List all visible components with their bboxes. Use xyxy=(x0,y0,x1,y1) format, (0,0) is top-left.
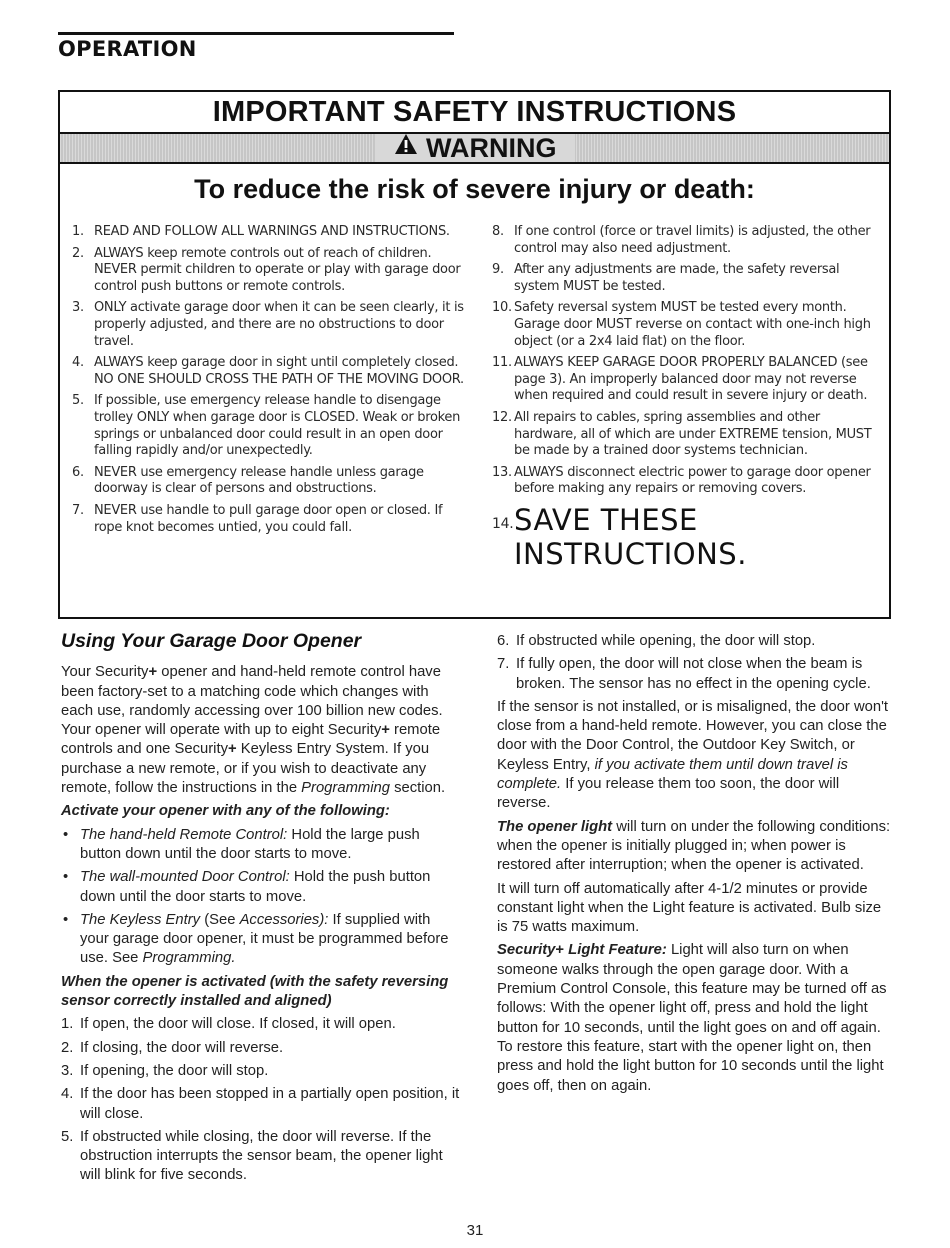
safety-rules-left xyxy=(72,224,472,541)
security-plus-mark: + xyxy=(148,664,158,681)
intro-text: remote controls and one Security xyxy=(61,722,441,758)
safety-rule xyxy=(72,355,472,388)
bullet-text: Hold the large push button down until the door starts to move. xyxy=(80,826,420,862)
step-number: 7. xyxy=(497,656,510,673)
numbered-step xyxy=(61,1062,461,1081)
step-number: 2. xyxy=(61,1039,74,1056)
safety-rule xyxy=(492,262,886,295)
programming-reference: Programming xyxy=(301,780,390,797)
safety-rule xyxy=(492,224,886,257)
safety-rules-right xyxy=(492,224,886,576)
bullet-label: The hand-held Remote Control: xyxy=(80,826,288,843)
rule-text: ALWAYS disconnect electric power to garage door opener before making any repairs or removing covers. xyxy=(514,464,871,497)
warning-label xyxy=(375,134,575,162)
rule-number: 10. xyxy=(492,300,512,316)
auto-off-paragraph: It will turn off automatically after 4-1/2 minutes or provide constant light when the Light feature is activated. Bulb size is 75 watts maximum. xyxy=(497,880,882,936)
bullet-label: The wall-mounted Door Control: xyxy=(80,869,290,886)
numbered-step xyxy=(61,1128,461,1186)
programming-reference: Programming. xyxy=(142,950,236,967)
when-activated-heading: When the opener is activated (with the safety reversing sensor correctly installed and aligned) xyxy=(61,973,449,1010)
rule-number: 8. xyxy=(492,224,504,239)
using-heading: Using Your Garage Door Opener xyxy=(61,630,362,652)
intro-text: opener and hand-held remote control have been factory-set to a matching code which changes with each use, randomly accessing over 100 billion new codes. Your opener will operate with up to eight Security xyxy=(61,664,443,739)
bullet-text: (See xyxy=(200,911,240,928)
numbered-step xyxy=(61,1039,461,1058)
light-feature-text: Light will also turn on when someone walks through the open garage door. With a Premium Control Console, this feature may be turned off as follows: With the opener light off, press and hold the light button for 10 seconds, until the light goes on and off again. To restore this feature, start with the opener light on, then press and hold the light button for 10 seconds until the light goes off, then on again. xyxy=(497,942,887,1094)
light-feature-paragraph xyxy=(497,941,895,1095)
step-number: 6. xyxy=(497,633,510,649)
rule-text: If possible, use emergency release handle to disengage trolley ONLY when garage door is CLOSED. Weak or broken springs or unbalanced door could result in an open door falling rapidly and/or unexpectedly. xyxy=(94,393,461,459)
rule-number: 14. xyxy=(492,515,514,532)
using-left-column xyxy=(61,630,461,1190)
safety-rule xyxy=(492,410,886,460)
rule-text: ALWAYS KEEP GARAGE DOOR PROPERLY BALANCED (see page 3). An improperly balanced door may not reverse when required and could result in severe injury or death. xyxy=(514,355,868,404)
safety-rule xyxy=(492,300,886,350)
bullet-item xyxy=(61,868,461,907)
step-number: 3. xyxy=(61,1062,74,1079)
bullet-item xyxy=(61,911,461,969)
intro-text: Your Security xyxy=(61,664,149,681)
safety-rule xyxy=(72,246,472,296)
bullet-item xyxy=(61,826,461,865)
numbered-step xyxy=(61,1085,461,1124)
rule-text: ONLY activate garage door when it can be seen clearly, it is properly adjusted, and there are no obstructions to door travel. xyxy=(94,300,464,349)
risk-heading: To reduce the risk of severe injury or death: xyxy=(194,174,755,204)
bullet-label: The Keyless Entry xyxy=(80,911,201,928)
rule-number: 13. xyxy=(492,464,512,480)
step-text: If the door has been stopped in a partially open position, it will close. xyxy=(80,1086,460,1122)
safety-rule xyxy=(72,300,472,350)
page-number: 31 xyxy=(466,1222,484,1239)
rule-number: 2. xyxy=(72,245,84,261)
save-instructions-text: SAVE THESE INSTRUCTIONS. xyxy=(514,502,747,571)
rule-text: ALWAYS keep remote controls out of reach of children. NEVER permit children to operate or play with garage door control push buttons or remote controls. xyxy=(94,245,461,294)
step-text: If open, the door will close. If closed, it will open. xyxy=(80,1016,396,1033)
step-text: If obstructed while opening, the door will stop. xyxy=(516,633,816,649)
safety-rule xyxy=(72,465,472,498)
security-plus-mark: + xyxy=(381,722,390,739)
sensor-text: If you release them too soon, the door will reverse. xyxy=(497,776,840,812)
safety-rule xyxy=(72,393,472,459)
using-right-column xyxy=(497,632,895,1100)
section-header xyxy=(58,32,454,61)
rule-number: 5. xyxy=(72,393,84,409)
bullet-marker: • xyxy=(63,869,69,886)
rule-text: NEVER use handle to pull garage door open or closed. If rope knot becomes untied, you could fall. xyxy=(94,502,443,535)
step-text: If obstructed while closing, the door will reverse. If the obstruction interrupts the sensor beam, the opener light will blink for five seconds. xyxy=(80,1128,443,1184)
bullet-text: Hold the push button down until the door starts to move. xyxy=(80,869,431,905)
opener-light-paragraph xyxy=(497,818,895,876)
step-text: If fully open, the door will not close when the beam is broken. The sensor has no effect in the opening cycle. xyxy=(516,656,871,692)
rule-text: After any adjustments are made, the safety reversal system MUST be tested. xyxy=(514,262,840,294)
rule-number: 4. xyxy=(72,355,84,371)
rule-number: 3. xyxy=(72,300,84,316)
rule-number: 1. xyxy=(72,224,84,239)
bullet-marker: • xyxy=(63,911,69,928)
step-number: 1. xyxy=(61,1016,74,1033)
rule-number: 9. xyxy=(492,262,504,278)
rule-text: ALWAYS keep garage door in sight until completely closed. NO ONE SHOULD CROSS THE PATH OF THE MOVING DOOR. xyxy=(94,355,464,387)
opener-light-label: The opener light xyxy=(497,818,613,835)
rule-number: 7. xyxy=(72,502,84,518)
numbered-step xyxy=(61,1015,461,1034)
safety-rule-save xyxy=(492,503,886,571)
light-feature-label: Security xyxy=(497,942,556,959)
safety-rule xyxy=(492,355,886,405)
light-feature-label: Light Feature: xyxy=(564,942,667,959)
warning-banner xyxy=(60,132,889,164)
rule-text: All repairs to cables, spring assemblies and other hardware, all of which are under EXTREME tension, MUST be made by a trained door systems technician. xyxy=(514,409,872,459)
step-number: 5. xyxy=(61,1128,74,1145)
safety-rule xyxy=(72,224,472,241)
sensor-text: If the sensor is not installed, or is misaligned, the door won't close from a hand-held remote. However, you can close the door with the Door Control, the Outdoor Key Switch, or Keyless Entry, xyxy=(497,698,889,773)
rule-number: 6. xyxy=(72,464,84,480)
section-title: OPERATION xyxy=(58,37,197,61)
opener-light-text: will turn on under the following conditions: when the opener is initially plugged in; when power is restored after interruption; when the opener is activated. xyxy=(497,818,891,874)
security-plus-mark: + xyxy=(227,741,237,758)
step-text: If opening, the door will stop. xyxy=(80,1062,269,1079)
bullet-text: If supplied with your garage door opener, it must be programmed before use. See xyxy=(80,911,449,967)
step-number: 4. xyxy=(61,1086,74,1103)
safety-title: IMPORTANT SAFETY INSTRUCTIONS xyxy=(212,96,737,128)
warning-word: WARNING xyxy=(425,133,557,163)
intro-text: section. xyxy=(389,780,446,797)
security-plus-mark: + xyxy=(555,942,565,959)
rule-text: NEVER use emergency release handle unless garage doorway is clear of persons and obstructions. xyxy=(94,464,424,497)
activate-heading: Activate your opener with any of the following: xyxy=(61,803,390,820)
rule-text: If one control (force or travel limits) is adjusted, the other control may also need adjustment. xyxy=(514,224,871,256)
warning-triangle-icon xyxy=(394,133,418,160)
accessories-reference: Accessories): xyxy=(239,911,329,928)
intro-paragraph xyxy=(61,663,461,798)
sensor-paragraph xyxy=(497,698,895,814)
sensor-emphasis: if you activate them until down travel is complete. xyxy=(497,756,848,793)
intro-text: Keyless Entry System. If you purchase a new remote, or if you wish to deactivate any remote, follow the instructions in the xyxy=(61,741,430,797)
rule-number: 12. xyxy=(492,409,512,425)
rule-text: Safety reversal system MUST be tested every month. Garage door MUST reverse on contact with one-inch high object (or a 2x4 laid flat) on the floor. xyxy=(514,300,871,349)
numbered-step xyxy=(497,632,895,651)
step-text: If closing, the door will reverse. xyxy=(80,1039,284,1056)
safety-rule xyxy=(72,503,472,536)
safety-instructions-box xyxy=(58,90,891,619)
rule-text: READ AND FOLLOW ALL WARNINGS AND INSTRUCTIONS. xyxy=(94,224,450,239)
safety-rule xyxy=(492,465,886,498)
numbered-step xyxy=(497,655,895,694)
rule-number: 11. xyxy=(492,355,512,371)
bullet-marker: • xyxy=(63,826,69,843)
